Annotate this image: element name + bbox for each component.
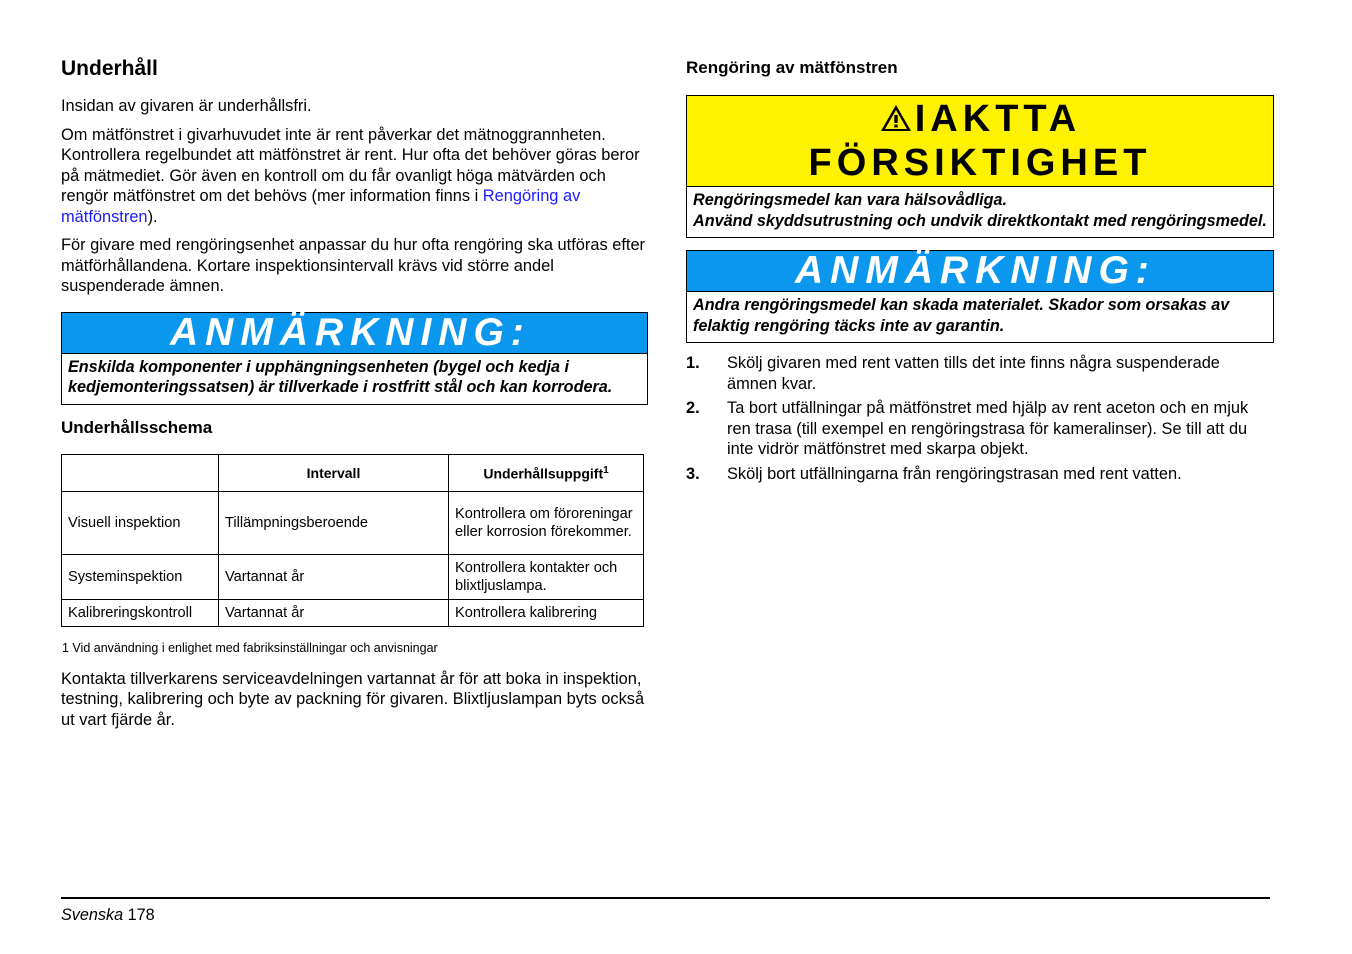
- table-header-task: [449, 454, 644, 491]
- section-heading-cleaning: Rengöring av mätfönstren: [686, 58, 898, 77]
- caution-text-line2: Använd skyddsutrustning och undvik direktkontakt med rengöringsmedel.: [693, 211, 1267, 230]
- right-column: [686, 56, 1274, 488]
- footnote-marker: 1: [603, 465, 609, 477]
- note-text: Andra rengöringsmedel kan skada materialet. Skador som orsakas av felaktig rengöring täcks inte av garantin.: [693, 296, 1230, 335]
- table-cell: Kalibreringskontroll: [62, 599, 219, 626]
- table-row: [62, 491, 644, 554]
- table-cell: Systeminspektion: [62, 554, 219, 599]
- paragraph-window-check-text: Om mätfönstret i givarhuvudet inte är rent påverkar det mätnoggrannheten. Kontrollera regelbundet att mätfönstret är rent. Hur ofta det behöver göras beror på mätmediet. Gör även en kontroll om du får ovanligt höga mätvärden och rengör mätfönstret om det behövs (mer information finns i: [61, 125, 640, 205]
- note-box-right: [686, 250, 1274, 343]
- page-number: 178: [127, 906, 155, 924]
- table-header-task-label: Underhållsuppgift: [483, 465, 604, 482]
- footer-language: Svenska: [61, 906, 124, 924]
- table-cell: Kontrollera kontakter och blixtljuslampa.: [449, 554, 644, 599]
- list-item: [686, 398, 1266, 460]
- note-box-left: [61, 312, 648, 405]
- cleaning-steps-list: [686, 353, 1266, 484]
- section-heading-maintenance: Underhåll: [61, 57, 158, 80]
- schedule-heading: Underhållsschema: [61, 417, 213, 437]
- table-header-row: [62, 454, 644, 491]
- table-footnote: 1 Vid användning i enlighet med fabriksinställningar och anvisningar: [62, 640, 438, 655]
- caution-title-line2: FÖRSIKTIGHET: [808, 142, 1152, 184]
- table-row: [62, 599, 644, 626]
- table-cell: Kontrollera om föroreningar eller korrosion förekommer.: [449, 491, 644, 554]
- table-header-interval: Intervall: [219, 454, 449, 491]
- table-cell: Tillämpningsberoende: [219, 491, 449, 554]
- table-header-empty: [62, 454, 219, 491]
- step-text: Skölj givaren med rent vatten tills det inte finns några suspenderade ämnen kvar.: [727, 354, 1220, 393]
- list-item: [686, 353, 1266, 394]
- table-row: [62, 554, 644, 599]
- footer-divider: [61, 897, 1270, 899]
- note-title: ANMÄRKNING:: [687, 251, 1273, 292]
- caution-text: [687, 187, 1273, 237]
- table-cell: Visuell inspektion: [62, 491, 219, 554]
- step-number: 2.: [686, 399, 700, 417]
- paragraph-cleaning-unit: För givare med rengöringsenhet anpassar du hur ofta rengöring ska utföras efter mätförhållandena. Kortare inspektionsintervall krävs vid större andel suspenderade ämnen.: [61, 236, 646, 295]
- paragraph-service-contact: Kontakta tillverkarens serviceavdelningen vartannat år för att boka in inspektion, testning, kalibrering och byte av packning för givaren. Blixtljuslampan byts också ut vart fjärde år.: [61, 669, 645, 729]
- link-cleaning-windows[interactable]: Rengöring av mätfönstren: [61, 187, 581, 226]
- caution-title-text-1: IAKTTA: [914, 98, 1082, 140]
- left-column: [61, 56, 648, 736]
- page-footer: [61, 906, 155, 925]
- maintenance-schedule-table: [61, 454, 644, 627]
- note-text: Enskilda komponenter i upphängningsenheten (bygel och kedja i kedjemonteringssatsen) är tillverkade i rostfritt stål och kan korrodera.: [68, 357, 613, 396]
- step-number: 1.: [686, 354, 700, 372]
- caution-box: [686, 95, 1274, 238]
- warning-triangle-icon: [879, 103, 913, 133]
- table-cell: Kontrollera kalibrering: [449, 599, 644, 626]
- paragraph-window-check-end: ).: [147, 207, 158, 226]
- caution-title: [687, 96, 1273, 187]
- paragraph-window-check: [61, 125, 648, 228]
- step-text: Skölj bort utfällningarna från rengöringstrasan med rent vatten.: [727, 464, 1182, 483]
- caution-text-line1: Rengöringsmedel kan vara hälsovådliga.: [693, 191, 1007, 209]
- caution-title-line1: [687, 97, 1273, 141]
- step-text: Ta bort utfällningar på mätfönstret med hjälp av rent aceton och en mjuk ren trasa (till exempel en rengöringstrasa för kameralinser). Se till att du inte vidrör mätfönstret med skarpa objekt.: [727, 399, 1249, 458]
- table-cell: Vartannat år: [219, 554, 449, 599]
- paragraph-maintenance-free: Insidan av givaren är underhållsfri.: [61, 97, 312, 115]
- list-item: [686, 464, 1266, 485]
- table-cell: Vartannat år: [219, 599, 449, 626]
- note-title: ANMÄRKNING:: [62, 313, 647, 354]
- step-number: 3.: [686, 464, 700, 483]
